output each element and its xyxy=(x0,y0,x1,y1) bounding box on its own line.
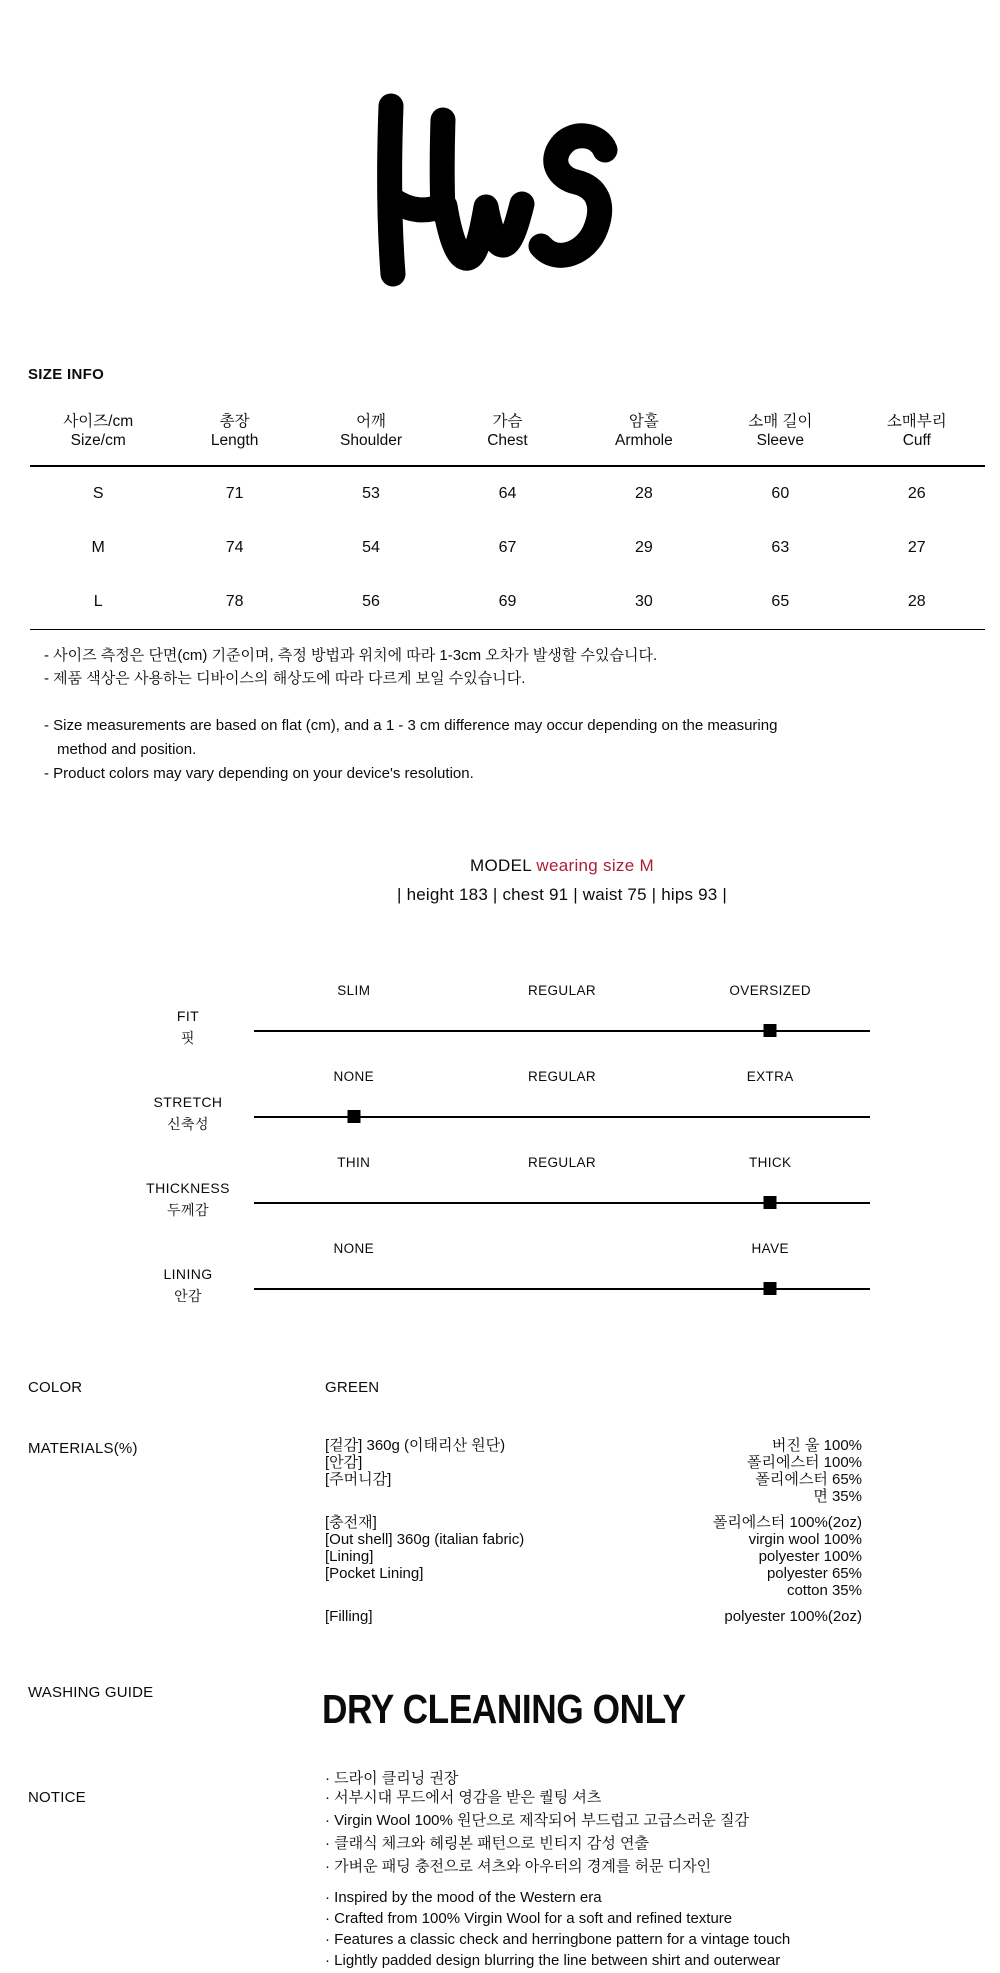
notice-item: · 클래식 체크와 헤링본 패턴으로 빈티지 감성 연출 xyxy=(325,1835,649,1852)
fit-row-lining xyxy=(0,1241,1000,1311)
stretch-marker xyxy=(347,1110,360,1123)
size-note-en-1: - Size measurements are based on flat (cm), and a 1 - 3 cm difference may occur depending on the measuring method and position. xyxy=(44,717,778,758)
thickness-marker xyxy=(764,1196,777,1209)
notice-item: · Virgin Wool 100% 원단으로 제작되어 부드럽고 고급스러운 질감 xyxy=(325,1812,749,1829)
notice-list xyxy=(325,1786,945,1971)
notice-label: NOTICE xyxy=(28,1789,86,1806)
fit-row-fit xyxy=(0,983,1000,1053)
fit-track xyxy=(254,1030,870,1032)
notice-item: · 서부시대 무드에서 영감을 받은 퀄팅 셔츠 xyxy=(325,1789,602,1806)
material-row-lining-kr: [안감] 폴리에스터 100% xyxy=(325,1454,862,1471)
hws-logo-drawing xyxy=(375,86,625,294)
material-row-filling-en: [Filling] polyester 100%(2oz) xyxy=(325,1608,862,1625)
thickness-option-thick: THICK xyxy=(748,1155,792,1170)
fit-marker xyxy=(764,1024,777,1037)
size-note-en-2: - Product colors may vary depending on your device's resolution. xyxy=(44,765,474,782)
fit-option-slim: SLIM xyxy=(337,983,371,998)
material-row-outshell-en: [Out shell] 360g (italian fabric) virgin wool 100% xyxy=(325,1531,862,1548)
notice-item: · Features a classic check and herringbone pattern for a vintage touch xyxy=(325,1931,791,1948)
thickness-row-label: THICKNESS 두께감 xyxy=(146,1180,230,1218)
model-stats: | height 183 | chest 91 | waist 75 | hips 93 | xyxy=(397,885,727,904)
stretch-option-extra: EXTRA xyxy=(746,1069,794,1084)
color-label: COLOR xyxy=(28,1379,83,1396)
size-table-header-row xyxy=(30,406,985,466)
size-col-shoulder: 어깨 Shoulder xyxy=(303,406,439,466)
size-row-s: S 71 53 64 28 60 26 xyxy=(92,485,926,502)
hws-logo xyxy=(375,86,625,294)
notice-item: · Lightly padded design blurring the line between shirt and outerwear xyxy=(325,1952,781,1969)
notice-list-english xyxy=(325,1887,945,1971)
materials-label: MATERIALS(%) xyxy=(28,1440,138,1457)
lining-row-label: LINING 안감 xyxy=(163,1266,213,1304)
lining-marker xyxy=(764,1282,777,1295)
lining-option-none: NONE xyxy=(333,1241,375,1256)
materials-list xyxy=(325,1437,862,1625)
notice-list-korean xyxy=(325,1786,945,1878)
size-col-length: 총장 Length xyxy=(166,406,302,466)
model-block xyxy=(254,856,870,905)
notice-item: · Inspired by the mood of the Western era xyxy=(325,1889,602,1906)
thickness-option-thin: THIN xyxy=(337,1155,371,1170)
lining-track xyxy=(254,1288,870,1290)
fit-row-label: FIT 핏 xyxy=(176,1008,200,1046)
material-row-pocket-en: [Pocket Lining] polyester 65% cotton 35% xyxy=(325,1565,862,1599)
stretch-option-none: NONE xyxy=(333,1069,375,1084)
material-row-filling-kr: [충전재] 폴리에스터 100%(2oz) xyxy=(325,1514,862,1531)
model-title xyxy=(254,856,870,876)
size-note-kr-1: - 사이즈 측정은 단면(cm) 기준이며, 측정 방법과 위치에 따라 1-3cm 오차가 발생할 수있습니다. xyxy=(44,647,658,664)
material-row-lining-en: [Lining] polyester 100% xyxy=(325,1548,862,1565)
stretch-row-label: STRETCH 신축성 xyxy=(153,1094,223,1132)
size-table xyxy=(30,406,985,630)
size-info-title: SIZE INFO xyxy=(28,366,105,383)
fit-option-regular: REGULAR xyxy=(527,983,597,998)
fit-row-stretch xyxy=(0,1069,1000,1139)
color-value: GREEN xyxy=(325,1379,380,1396)
model-label: MODEL xyxy=(470,856,532,875)
size-notes-korean xyxy=(44,644,657,690)
material-row-outshell-kr: [겉감] 360g (이태리산 원단) 버진 울 100% xyxy=(325,1437,862,1454)
size-row-m: M 74 54 67 29 63 27 xyxy=(91,539,926,556)
fit-option-oversized: OVERSIZED xyxy=(729,983,812,998)
size-row-l: L 78 56 69 30 65 28 xyxy=(30,575,985,630)
material-row-pocket-kr: [주머니감] 폴리에스터 65% 면 35% xyxy=(325,1471,862,1505)
size-col-cuff: 소매부리 Cuff xyxy=(849,406,985,466)
notice-item: · Crafted from 100% Virgin Wool for a soft and refined texture xyxy=(325,1910,733,1927)
size-col-chest: 가슴 Chest xyxy=(439,406,575,466)
washing-guide-label: WASHING GUIDE xyxy=(28,1684,154,1701)
thickness-track xyxy=(254,1202,870,1204)
notice-item: · 가벼운 패딩 충전으로 셔츠와 아우터의 경계를 허문 디자인 xyxy=(325,1858,712,1875)
size-notes-english xyxy=(44,714,814,786)
washing-guide-title: DRY CLEANING ONLY xyxy=(322,1686,686,1732)
lining-option-have: HAVE xyxy=(751,1241,789,1256)
washing-guide-note: · 드라이 클리닝 권장 xyxy=(325,1770,459,1787)
size-col-size: 사이즈/cm Size/cm xyxy=(30,406,166,466)
size-col-sleeve: 소매 길이 Sleeve xyxy=(712,406,848,466)
stretch-option-regular: REGULAR xyxy=(527,1069,597,1084)
size-col-armhole: 암홀 Armhole xyxy=(576,406,712,466)
thickness-option-regular: REGULAR xyxy=(527,1155,597,1170)
fit-row-thickness xyxy=(0,1155,1000,1225)
size-note-kr-2: - 제품 색상은 사용하는 디바이스의 해상도에 따라 다르게 보일 수있습니다. xyxy=(44,670,526,687)
model-wearing-size: wearing size M xyxy=(536,856,654,875)
